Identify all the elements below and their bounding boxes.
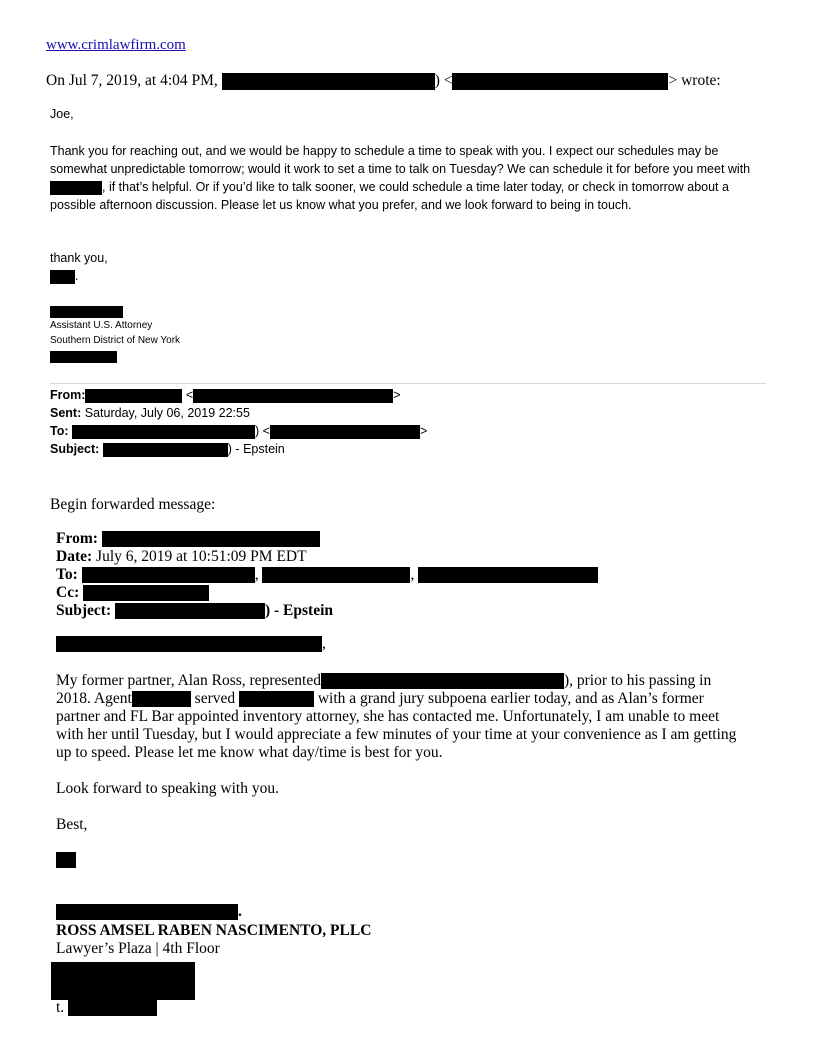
outlook-from-label: From: bbox=[50, 388, 86, 402]
fwd-body-1e: with a grand jury subpoena earlier today, and as Alan’s former bbox=[317, 690, 704, 707]
signature-office: Southern District of New York bbox=[50, 335, 181, 346]
fwd-salutation bbox=[56, 635, 326, 653]
fwd-to-line bbox=[56, 566, 598, 584]
redaction-firm-contact-block bbox=[51, 962, 195, 1000]
outlook-sent-value: Saturday, July 06, 2019 22:55 bbox=[84, 406, 250, 420]
outlook-to-line bbox=[50, 424, 427, 439]
reply-paragraph-part1: Thank you for reaching out, and we would be happy to schedule a time to speak with you. I expect our schedules may be somewhat unpredictable tomorrow; would it work to set a time to talk on Tuesday? We can schedule it for before you meet with bbox=[50, 144, 751, 176]
forward-intro: Begin forwarded message: bbox=[50, 496, 216, 513]
fwd-body-line-4: with her until Tuesday, but I would appreciate a few minutes of your time at your convenience as I am getting bbox=[56, 726, 737, 743]
redaction-agent-name bbox=[132, 691, 191, 707]
outlook-to-gt: > bbox=[419, 424, 428, 438]
redaction-initials bbox=[50, 270, 75, 284]
fwd-subject-label: Subject: bbox=[56, 602, 112, 619]
reply-header bbox=[46, 72, 721, 90]
outlook-to-mid: ) < bbox=[255, 424, 270, 438]
redaction-served-person bbox=[239, 691, 314, 707]
redaction-signature-contact bbox=[50, 351, 117, 363]
fwd-body-1c: 2018. Agent bbox=[56, 690, 132, 707]
fwd-salutation-comma: , bbox=[322, 635, 326, 652]
fwd-subject-line bbox=[56, 602, 333, 620]
outlook-from-line bbox=[50, 388, 401, 403]
fwd-to-comma-2: , bbox=[410, 566, 415, 583]
redaction-fwd-to-1 bbox=[82, 567, 255, 583]
firm-name: ROSS AMSEL RABEN NASCIMENTO, PLLC bbox=[56, 922, 372, 939]
redaction-fwd-from bbox=[102, 531, 320, 547]
outlook-from-gt: > bbox=[393, 388, 401, 402]
redaction-attorney-name bbox=[56, 904, 238, 920]
header-divider bbox=[50, 383, 766, 384]
website-link[interactable]: www.crimlawfirm.com bbox=[46, 37, 186, 53]
firm-attorney-line bbox=[56, 903, 242, 921]
firm-phone-line bbox=[56, 999, 157, 1017]
reply-closing: thank you, bbox=[50, 251, 108, 265]
fwd-to-comma-1: , bbox=[254, 566, 259, 583]
fwd-from-line bbox=[56, 530, 320, 548]
redaction-signature-name bbox=[50, 306, 123, 318]
outlook-to-label: To: bbox=[50, 424, 69, 438]
outlook-sent-label: Sent: bbox=[50, 406, 82, 420]
redaction-outlook-subject bbox=[103, 443, 228, 457]
redaction-sender-initials bbox=[56, 852, 76, 868]
redaction-outlook-to-name bbox=[72, 425, 255, 439]
fwd-cc-line bbox=[56, 584, 209, 602]
redaction-outlook-from-email bbox=[193, 389, 393, 403]
redaction-sender-email bbox=[452, 73, 668, 90]
redaction-fwd-to-3 bbox=[418, 567, 598, 583]
phone-prefix: t. bbox=[56, 999, 65, 1016]
fwd-body-closing-line: Look forward to speaking with you. bbox=[56, 780, 279, 797]
fwd-body-line-3: partner and FL Bar appointed inventory attorney, she has contacted me. Unfortunately, I am unable to meet bbox=[56, 708, 720, 725]
fwd-body-best: Best, bbox=[56, 816, 88, 833]
fwd-date-label: Date: bbox=[56, 548, 93, 565]
fwd-subject-tail: ) - Epstein bbox=[264, 602, 334, 619]
redaction-fwd-cc bbox=[83, 585, 209, 601]
reply-header-wrote: > wrote: bbox=[668, 72, 721, 89]
fwd-body-1b: ), prior to his passing in bbox=[563, 672, 712, 689]
fwd-body-line-5: up to speed. Please let me know what day/time is best for you. bbox=[56, 744, 443, 761]
fwd-body-line-1 bbox=[56, 672, 711, 690]
fwd-body-1d: served bbox=[194, 690, 236, 707]
reply-paragraph bbox=[50, 142, 765, 214]
outlook-subject-tail: ) - Epstein bbox=[227, 442, 285, 456]
initials-period: . bbox=[75, 269, 79, 283]
redaction-client-name bbox=[321, 673, 564, 689]
reply-header-prefix: On Jul 7, 2019, at 4:04 PM, bbox=[46, 72, 218, 89]
redaction-phone-number bbox=[68, 1000, 157, 1016]
redaction-outlook-from-name bbox=[85, 389, 182, 403]
reply-header-lt: ) < bbox=[434, 72, 453, 89]
redaction-fwd-to-2 bbox=[262, 567, 410, 583]
outlook-subject-label: Subject: bbox=[50, 442, 100, 456]
signature-title: Assistant U.S. Attorney bbox=[50, 320, 153, 331]
fwd-cc-label: Cc: bbox=[56, 584, 80, 601]
redaction-fwd-subject bbox=[115, 603, 265, 619]
reply-greeting: Joe, bbox=[50, 107, 74, 121]
outlook-from-lt: < bbox=[185, 388, 194, 402]
fwd-date-line bbox=[56, 548, 307, 566]
redaction-sender-name bbox=[222, 73, 435, 90]
reply-initials bbox=[50, 269, 78, 284]
reply-paragraph-part2: , if that’s helpful. Or if you’d like to talk sooner, we could schedule a time later today, or check in tomorrow about a possible afternoon discussion. Please let us know what you prefer, and we look forward to being in touch. bbox=[50, 180, 729, 212]
redaction-meeting-person bbox=[50, 181, 102, 195]
fwd-from-label: From: bbox=[56, 530, 98, 547]
redaction-fwd-salutation bbox=[56, 636, 322, 652]
outlook-sent-line bbox=[50, 406, 250, 420]
redaction-outlook-to-email bbox=[270, 425, 420, 439]
fwd-body-line-2 bbox=[56, 690, 704, 708]
fwd-date-value: July 6, 2019 at 10:51:09 PM EDT bbox=[96, 548, 307, 565]
outlook-subject-line bbox=[50, 442, 285, 457]
attorney-period: . bbox=[238, 903, 242, 920]
firm-address: Lawyer’s Plaza | 4th Floor bbox=[56, 940, 220, 957]
fwd-to-label: To: bbox=[56, 566, 78, 583]
fwd-body-1a: My former partner, Alan Ross, represented bbox=[56, 672, 321, 689]
